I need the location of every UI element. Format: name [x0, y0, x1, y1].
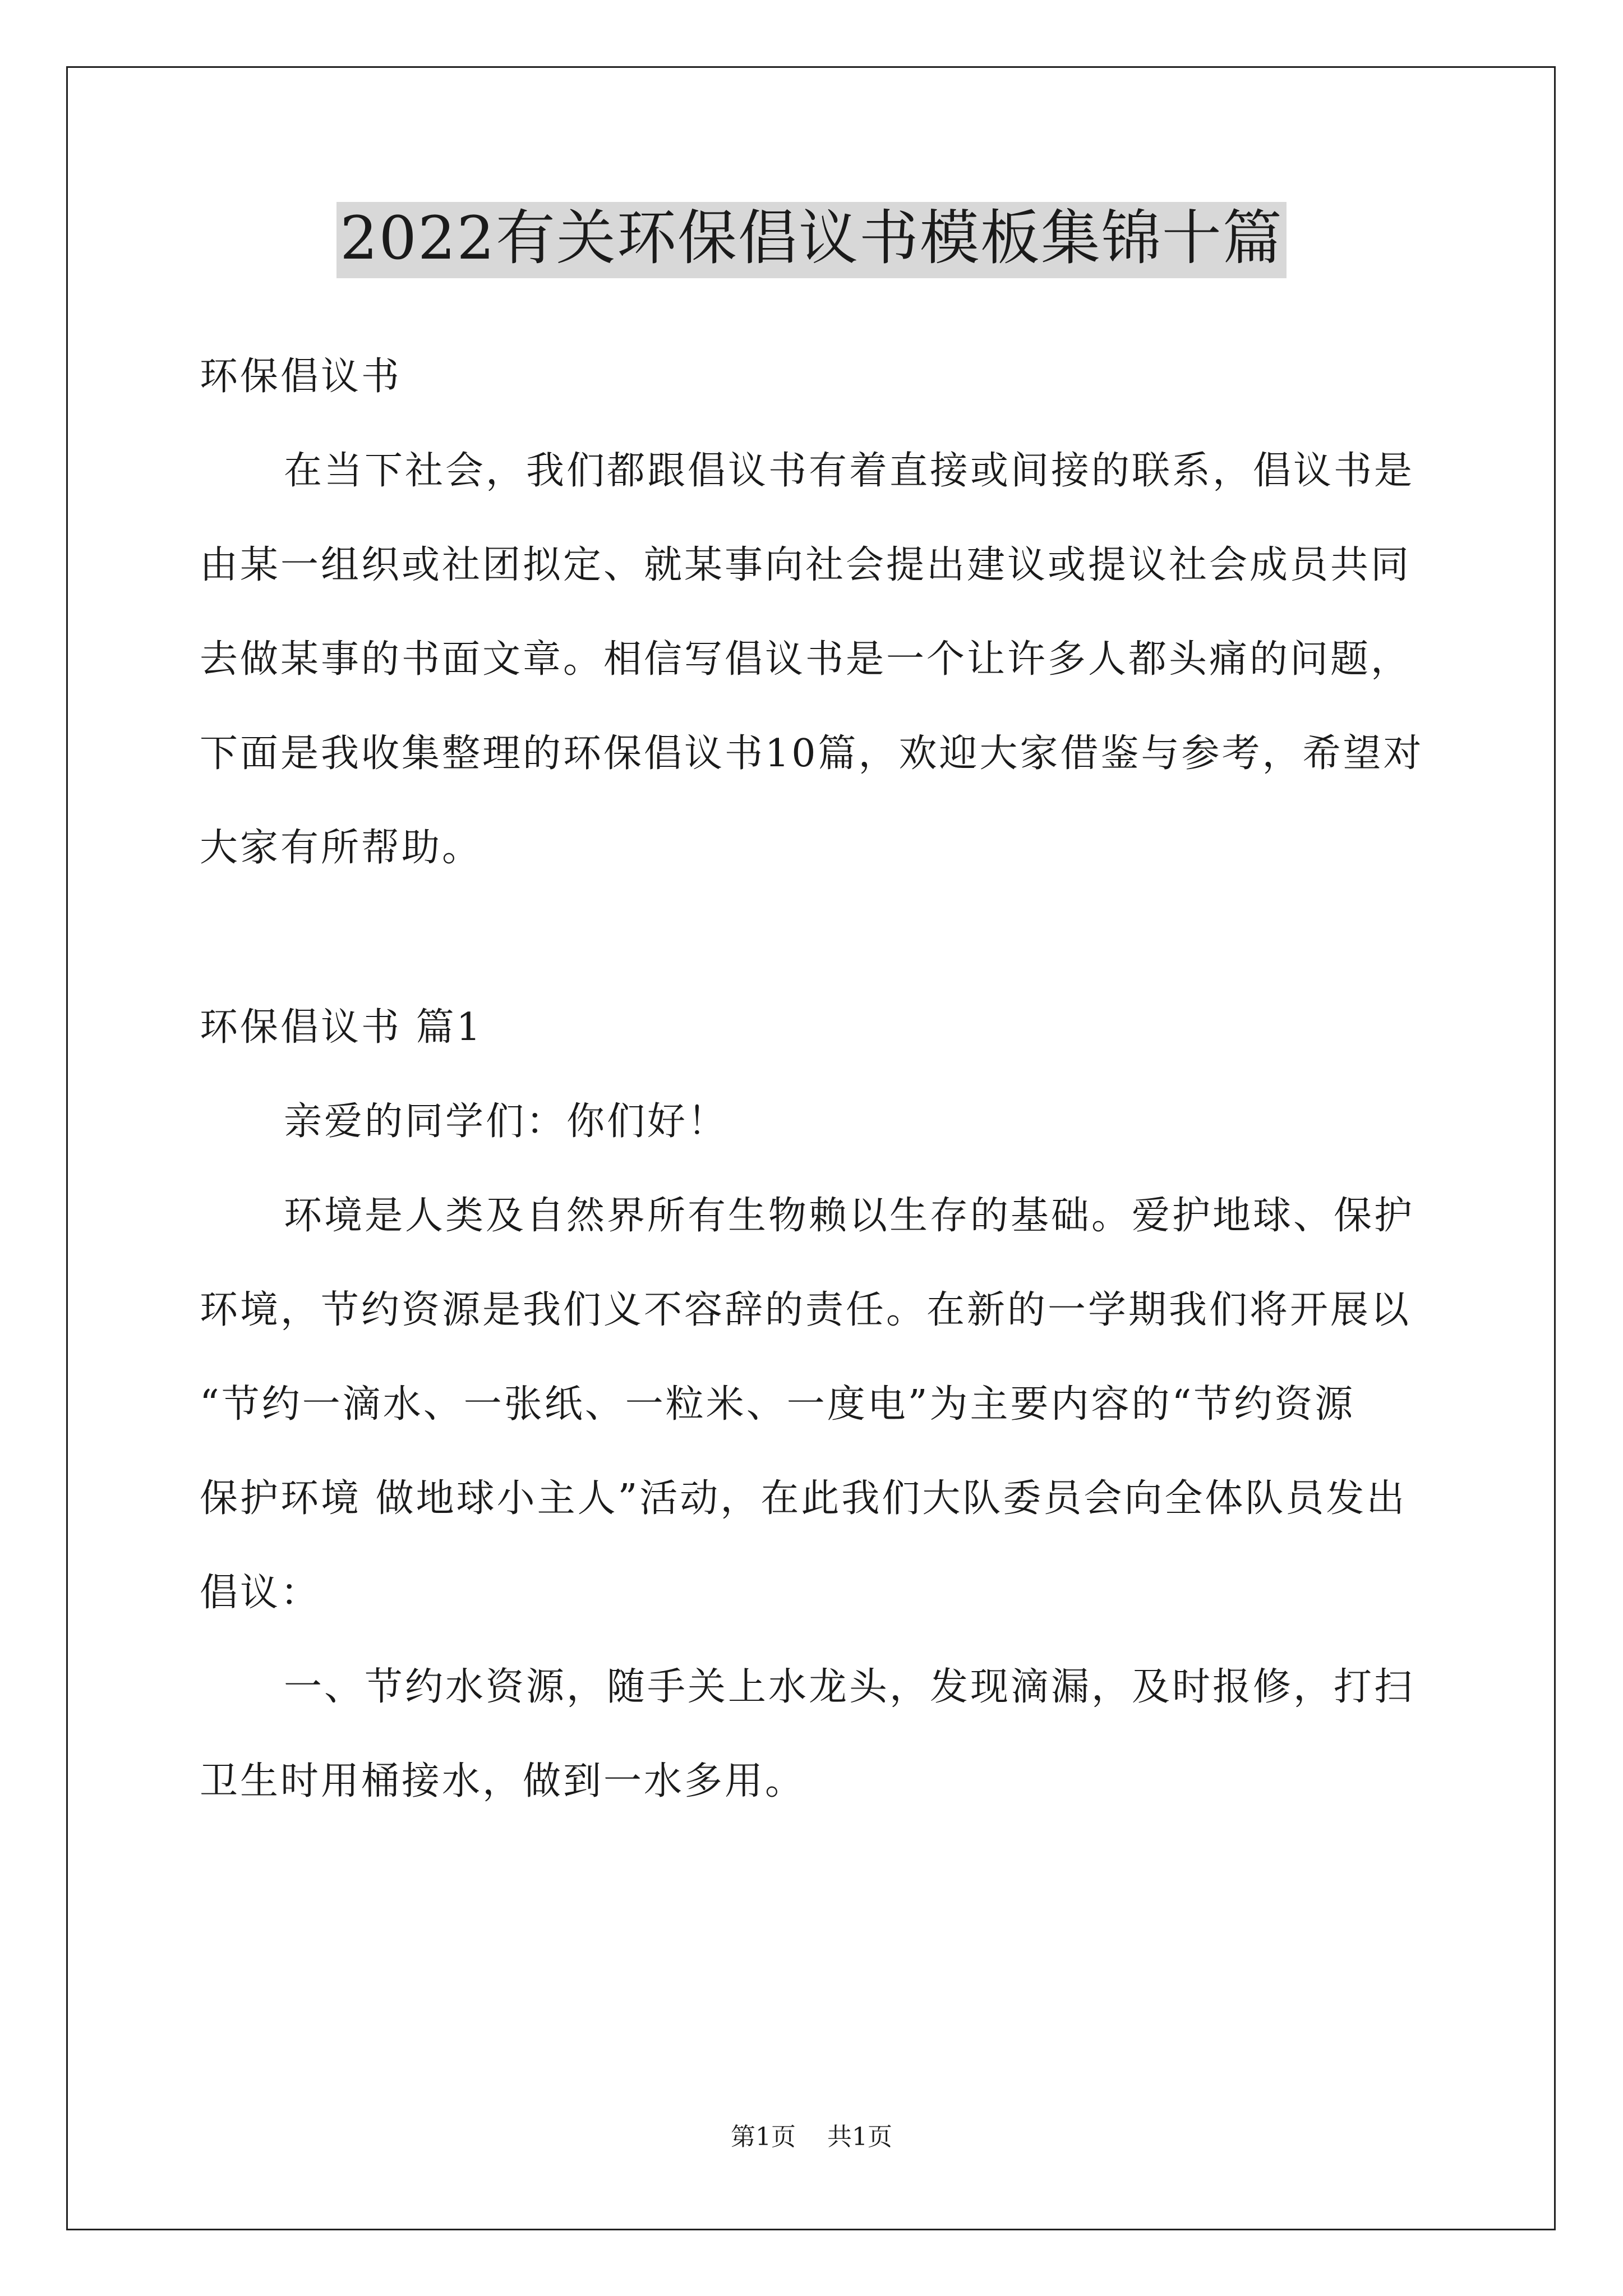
paragraph-gap	[200, 909, 1433, 994]
paragraph-line: 去做某事的书面文章。相信写倡议书是一个让许多人都头痛的问题，	[200, 637, 1412, 682]
page-footer	[0, 2125, 1623, 2150]
paragraph-line: 由某一组织或社团拟定、就某事向社会提出建议或提议社会成员共同	[200, 543, 1412, 587]
paragraph-line: 环境是人类及自然界所有生物赖以生存的基础。爱护地球、保护	[284, 1194, 1415, 1238]
salutation-line: 亲爱的同学们：你们好！	[284, 1099, 728, 1144]
page-number: 第1页	[731, 2123, 796, 2151]
paragraph-line: 倡议：	[200, 1571, 321, 1615]
paragraph-line: 环境，节约资源是我们义不容辞的责任。在新的一学期我们将开展以	[200, 1288, 1412, 1332]
document-title: 2022有关环保倡议书模板集锦十篇	[336, 202, 1287, 278]
section-heading: 环保倡议书 篇1	[200, 1005, 483, 1050]
section-heading: 环保倡议书	[200, 355, 402, 399]
paragraph-line: 保护环境 做地球小主人”活动，在此我们大队委员会向全体队员发出	[200, 1476, 1407, 1521]
document-body	[200, 343, 1433, 1842]
paragraph-line: “节约一滴水、一张纸、一粒米、一度电”为主要内容的“节约资源	[200, 1382, 1355, 1427]
paragraph-line: 卫生时用桶接水，做到一水多用。	[200, 1759, 806, 1803]
paragraph-line: 一、节约水资源，随手关上水龙头，发现滴漏，及时报修，打扫	[284, 1665, 1415, 1709]
paragraph-line: 在当下社会，我们都跟倡议书有着直接或间接的联系，倡议书是	[284, 449, 1415, 493]
page-total: 共1页	[827, 2123, 892, 2151]
paragraph-line: 下面是我收集整理的环保倡议书10篇，欢迎大家借鉴与参考，希望对	[200, 731, 1424, 776]
document-title-wrapper	[0, 202, 1623, 278]
paragraph-line: 大家有所帮助。	[200, 826, 483, 870]
